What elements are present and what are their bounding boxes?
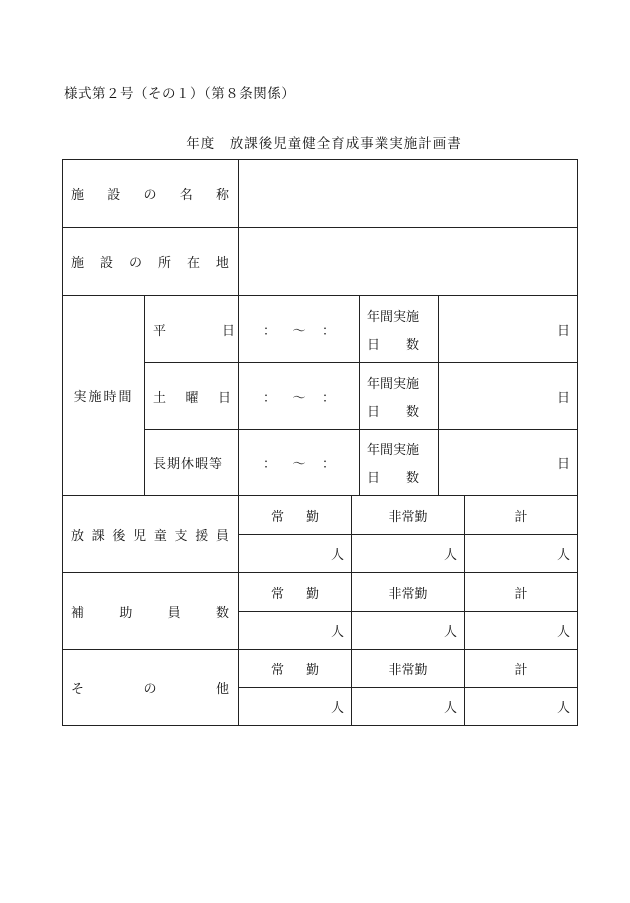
assistant-total-field[interactable]: 人 <box>464 611 578 650</box>
support-staff-total-field[interactable]: 人 <box>464 534 578 573</box>
support-staff-total-header: 計 <box>464 495 578 535</box>
weekday-annual-days-field[interactable]: 日 <box>438 295 578 363</box>
other-total-header: 計 <box>464 649 578 688</box>
weekday-time-field[interactable]: ： 〜 ： <box>238 295 360 363</box>
other-parttime-header: 非常勤 <box>351 649 465 688</box>
saturday-annual-days-label: 年間実施 日 数 <box>359 362 439 430</box>
facility-name-field[interactable] <box>238 159 578 228</box>
long-holiday-time-field[interactable]: ： 〜 ： <box>238 429 360 496</box>
weekday-label: 平 日 <box>153 324 235 339</box>
other-parttime-field[interactable]: 人 <box>351 687 465 726</box>
other-total-field[interactable]: 人 <box>464 687 578 726</box>
other-staff-label: そ の 他 <box>71 682 229 697</box>
assistant-count-label: 補 助 員 数 <box>71 605 229 621</box>
document-title: 年度 放課後児童健全育成事業実施計画書 <box>186 136 462 152</box>
saturday-annual-days-field[interactable]: 日 <box>438 362 578 430</box>
other-fulltime-field[interactable]: 人 <box>238 687 352 726</box>
assistant-parttime-header: 非常勤 <box>351 572 465 612</box>
support-staff-label-cell <box>62 495 239 573</box>
assistant-total-header: 計 <box>464 572 578 612</box>
saturday-label-cell <box>144 362 239 430</box>
support-staff-parttime-field[interactable]: 人 <box>351 534 465 573</box>
facility-location-label: 施 設 の 所 在 地 <box>71 256 229 271</box>
facility-location-field[interactable] <box>238 227 578 296</box>
long-holiday-annual-days-label: 年間実施 日 数 <box>359 429 439 496</box>
form-number: 様式第２号（その１）（第８条関係） <box>64 86 296 102</box>
support-staff-parttime-header: 非常勤 <box>351 495 465 535</box>
assistant-parttime-field[interactable]: 人 <box>351 611 465 650</box>
support-staff-fulltime-field[interactable]: 人 <box>238 534 352 573</box>
long-holiday-annual-days-field[interactable]: 日 <box>438 429 578 496</box>
implementation-time-label: 実施時間 <box>62 295 145 496</box>
assistant-fulltime-header: 常 勤 <box>238 572 352 612</box>
long-holiday-label-cell <box>144 429 239 496</box>
facility-location-label-cell <box>62 227 239 296</box>
other-fulltime-header: 常 勤 <box>238 649 352 688</box>
weekday-annual-days-label: 年間実施 日 数 <box>359 295 439 363</box>
facility-name-label: 施 設 の 名 称 <box>71 188 229 203</box>
support-staff-label: 放 課 後 児 童 支 援 員 <box>71 528 229 544</box>
assistant-fulltime-field[interactable]: 人 <box>238 611 352 650</box>
facility-name-label-cell <box>62 159 239 228</box>
assistant-count-label-cell <box>62 572 239 650</box>
saturday-label: 土 曜 日 <box>153 390 231 406</box>
weekday-label-cell <box>144 295 239 363</box>
saturday-time-field[interactable]: ： 〜 ： <box>238 362 360 430</box>
long-holiday-label: 長期休暇等 <box>153 457 224 472</box>
support-staff-fulltime-header: 常 勤 <box>238 495 352 535</box>
other-staff-label-cell <box>62 649 239 726</box>
